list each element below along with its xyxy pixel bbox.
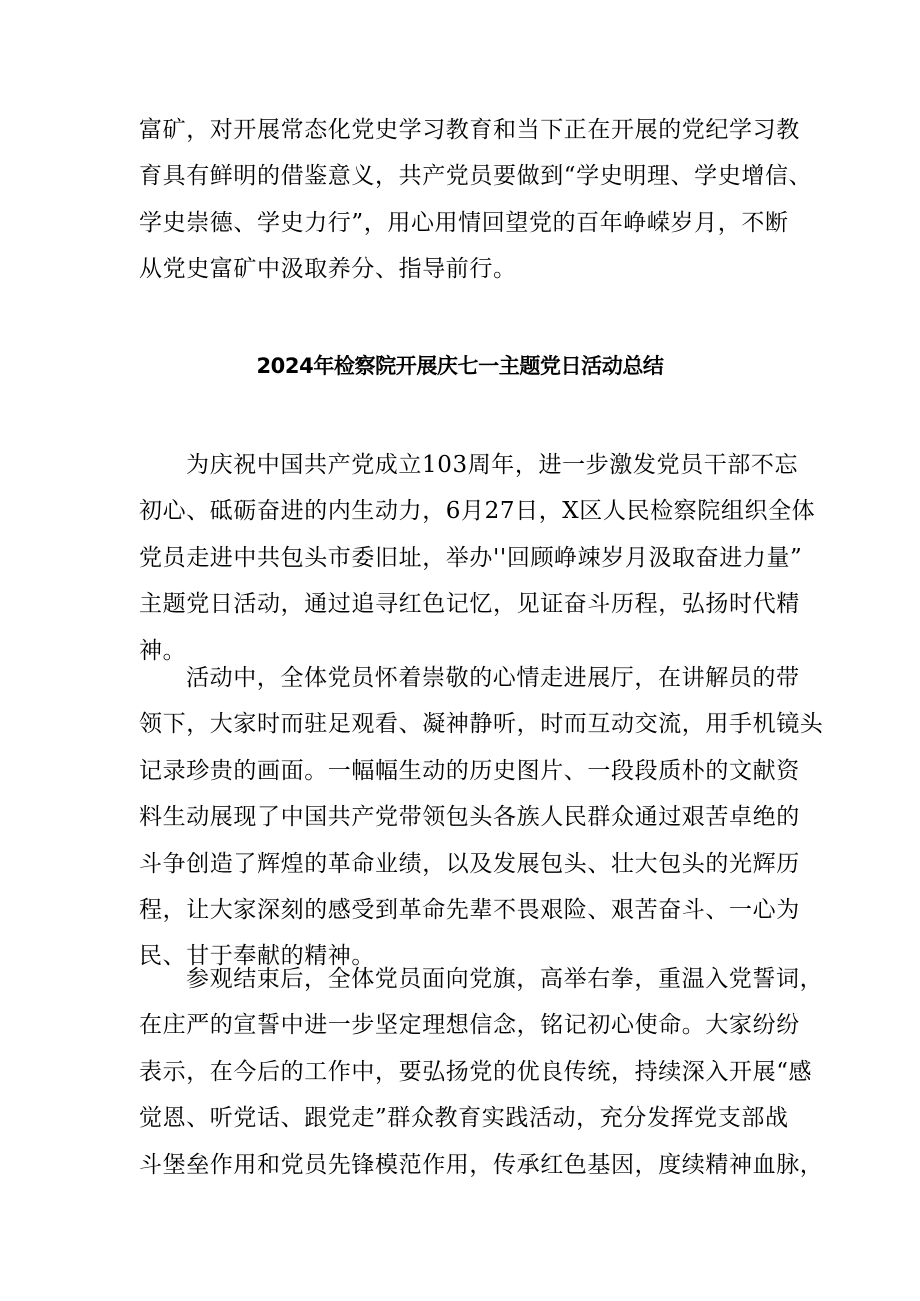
text-line: 觉恩、听党话、跟党走”群众教育实践活动，充分发挥党支部战	[139, 1105, 789, 1132]
text-line: 表示，在今后的工作中，要弘扬党的优良传统，持续深入开展“感	[139, 1058, 813, 1085]
text-line: 程，让大家深刻的感受到革命先辈不畏艰险、艰苦奋斗、一心为	[139, 896, 800, 923]
text-line: 参观结束后，全体党员面向党旗，高举右拳，重温入党誓词，	[186, 966, 824, 992]
text-line: 为庆祝中国共产党成立103周年，进一步激发党员干部不忘	[186, 452, 799, 478]
text-line: 育具有鲜明的借鉴意义，共产党员要做到“学史明理、学史增信、	[139, 163, 813, 190]
paragraph-1	[139, 442, 816, 674]
text-line: 民、甘于奉献的精神。	[139, 943, 375, 970]
text-line: 党员走进中共包头市委旧址，举办''回顾峥竦岁月汲取奋进力量”	[139, 544, 803, 571]
text-line: 斗争创造了辉煌的革命业绩，以及发展包头、壮大包头的光辉历	[139, 850, 800, 877]
text-line: 领下，大家时而驻足观看、凝神静听，时而互动交流，用手机镜头	[139, 711, 824, 738]
continuation-paragraph	[139, 107, 813, 293]
paragraph-2	[139, 655, 824, 980]
paragraph-3	[139, 956, 824, 1188]
text-line: 学史崇德、学史力行”，用心用情回望党的百年峥嵘岁月，不断	[139, 209, 789, 236]
text-line: 初心、砥砺奋进的内生动力，6月27日，X区人民检察院组织全体	[139, 498, 816, 525]
text-line: 神。	[139, 637, 187, 664]
text-line: 从党史富矿中汲取养分、指导前行。	[139, 256, 517, 283]
text-line: 料生动展现了中国共产党带领包头各族人民群众通过艰苦卓绝的	[139, 804, 800, 831]
text-line: 主题党日活动，通过追寻红色记忆，见证奋斗历程，弘扬时代精	[139, 591, 800, 618]
text-line: 活动中，全体党员怀着崇敬的心情走进展厅，在讲解员的带	[186, 665, 800, 691]
text-line: 富矿，对开展常态化党史学习教育和当下正在开展的党纪学习教	[139, 117, 800, 143]
text-line: 记录珍贵的画面。一幅幅生动的历史图片、一段段质朴的文献资	[139, 757, 800, 784]
text-line: 斗堡垒作用和党员先锋模范作用，传承红色基因，度续精神血脉，	[139, 1151, 824, 1178]
article-title: 2024年检察院开展庆七一主题党日活动总结	[256, 354, 664, 378]
text-line: 在庄严的宣誓中进一步坚定理想信念，铭记初心使命。大家纷纷	[139, 1012, 800, 1039]
